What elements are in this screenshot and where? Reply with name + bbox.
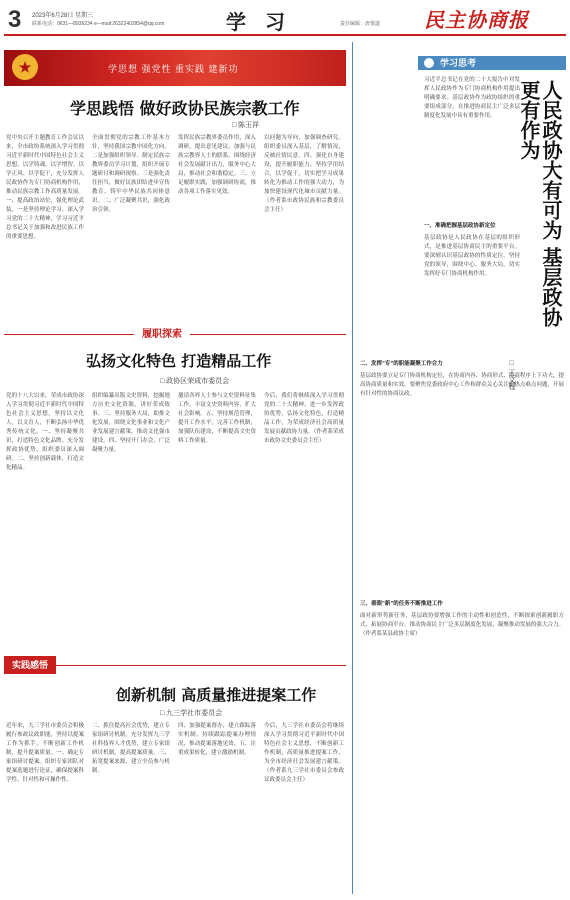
article2-column-1: 党的十八大以来，荣成市政协深入学习贯彻习近平新时代中国特色社会主义思想，坚持以文化人，以文育人，不断弘扬中华优秀传统文化。一、坚持凝聚共识，打造特色文化品牌。充分发挥政协优势，组织委员深入调研。二、坚持创新载体，打造文化精品。 (6, 393, 84, 471)
issue-date: 2023年6月28日 星期三 (32, 13, 94, 19)
article3-column-1: 近年来，九三学社市委员会积极履行参政议政职能，坚持以提案工作为抓手，不断创新工作机制，提升提案质量。一、确定专家组研讨提案。组织专家团队对提案选题进行论证，确保提案科学性、针对性和可操作性。 (6, 723, 84, 783)
section-title: 学 习 (226, 10, 291, 34)
right-para-2: 基层政协要立足专门协商机构定位，在协商内容、协商形式、协商程序上下功夫，提高协商质量和实效。要聚焦党委政府中心工作和群众关心关注的热点难点问题，开展有针对性的协商议政。 (360, 373, 564, 397)
article1-column-1: 党中央召开主题教育工作会议以来，全市政协系统深入学习贯彻习近平新时代中国特色社会主义思想，以学铸魂、以学增智、以学正风、以学促干，充分发挥人民政协作为专门协商机构作用，推动民族宗教工作高质量发展。一、提高政治站位，强化理论武装。一是坚持理论学习。深入学习党的二十大精神，学习习近平总书记关于加强和改进民族工作的重要思想。 (6, 135, 84, 240)
article2-column-4: 今后，我们将继续深入学习贯彻党的二十大精神，进一步发挥政协优势，弘扬文化特色，打造精品工作，为荣成经济社会高质量发展贡献政协力量。（作者系荣成市政协文史委员会主任） (264, 393, 344, 444)
right-article-author: □ 王文程 (508, 360, 515, 390)
article1-author: □ 陈玉祥 (232, 122, 260, 129)
editor-credit: 责任编辑：唐慎道 (340, 21, 381, 27)
page-number: 3 (8, 6, 22, 33)
bullet-icon (424, 58, 434, 68)
section-label-2: 实践感悟 (4, 656, 56, 674)
party-emblem-icon: ★ (12, 54, 38, 80)
contact-info: 联系电话：0631—8936234 e—mail:26322402854@qq.com (32, 21, 165, 27)
article2-author: □ 政协区荣成市委员会 (160, 378, 230, 385)
column-divider (352, 42, 353, 894)
article1-column-3: 发挥民族宗教界委员作用，深入调研，提出意见建议。加强与民族宗教界人士的联系，围绕经济社会发展献计出力，服务中心大局，推动社会和谐稳定。三、立足履职实践，加强调研协商，推动各项工作落实见效。 (178, 135, 256, 195)
right-subhead-1: 一、准确把握基层政协新定位 (424, 223, 496, 229)
section-tab-bar-2 (4, 656, 346, 674)
right-intro: 习近平总书记在党的二十大报告中对发挥人民政协作为专门协商机构作用提出明确要求。基层政协作为政协组织的重要组成部分，在推进协商民主广泛多层制度化发展中具有重要作用。 (424, 77, 520, 119)
header-divider (4, 34, 566, 36)
article3-column-3: 四、加强提案督办，建立跟踪落实机制。持续跟踪提案办理情况，推动提案落地见效。五、注重成果转化，建立激励机制。 (178, 723, 256, 756)
right-para-1: 基层政协是人民政协在基层的组织形式，是推进基层协商民主的重要平台。要深刻认识基层政协的性质定位，坚持党的领导，围绕中心、服务大局，切实发挥好专门协商机构作用。 (424, 235, 520, 277)
article3-column-4: 今后，九三学社市委员会将继续深入学习贯彻习近平新时代中国特色社会主义思想，不断创新工作机制，高质量推进提案工作，为全市经济社会发展建言献策。（作者系九三学社市委员会参政议政委员会主任） (264, 723, 344, 783)
article3-column-2: 二、抓住提高社会优势，建立专家组研讨机制。充分发挥九三学社科技界人才优势，建立专家组研讨机制，提高提案质量。三、拓宽提案来源，建立全员参与机制。 (92, 723, 170, 774)
article3-author: □ 九三学社市委员会 (160, 710, 223, 717)
right-subhead-3: 三、着眼"新"的任务不断推进工作 (360, 601, 443, 607)
newspaper-logo: 民主协商报 (424, 8, 529, 32)
right-section-tab: 学习思考 (418, 56, 566, 70)
article1-title: 学思践悟 做好政协民族宗教工作 (70, 99, 300, 118)
right-subhead-2: 二、发挥"专"的职能凝聚工作合力 (360, 361, 443, 367)
article1-column-4: 以问题为导向，加强调查研究。组织委员深入基层，了解情况，反映社情民意。四、强化自身建设，提升履职能力。坚持学用结合，以学促干，切实把学习成果转化为推动工作的强大动力，为加快建设现代化城市贡献力量。（作者系市政协民族和宗教委员会主任） (264, 135, 344, 213)
article1-column-2: 全面贯彻党的宗教工作基本方针，坚持我国宗教中国化方向。二是加强组织领导。制定民族宗教界委员学习计划，组织开展专题研讨和调研视察。三是强化责任担当，做好民族团结进步宣传教育，铸牢中华民族共同体意识。二、广泛凝聚共识，强化政治引领。 (92, 135, 170, 213)
section-tab-bar-1 (4, 325, 346, 343)
article3-title: 创新机制 高质量推进提案工作 (116, 686, 317, 704)
banner-motto: 学思想 强党性 重实践 建新功 (108, 64, 239, 74)
article2-title: 弘扬文化特色 打造精品工作 (86, 352, 272, 370)
right-article-title: 人民政协大有可为 基层政协更有作为 (517, 80, 563, 327)
right-para-3: 面对新形势新任务，基层政协要增强工作的主动性和创造性，不断探索创新履职方式，拓展协商平台，推动协商民主广泛多层制度化发展，凝聚推动发展的强大合力。（作者系某县政协主席） (360, 613, 564, 637)
section-label-1: 履职探索 (134, 325, 190, 343)
article2-column-3: 邀请各界人士参与文史资料征集工作，丰富文史资料内容，扩大社会影响。五、坚持规范管理，提升工作水平。完善工作机制，加强队伍建设，不断提高文史资料工作质量。 (178, 393, 256, 444)
article2-column-2: 组织编纂出版文史资料，挖掘地方历史文化资源，讲好荣成故事。三、坚持服务大局，助推文化发展。围绕文化事业和文化产业发展建言献策，推动文化强市建设。四、坚持开门办会，广泛凝聚力量。 (92, 393, 170, 453)
